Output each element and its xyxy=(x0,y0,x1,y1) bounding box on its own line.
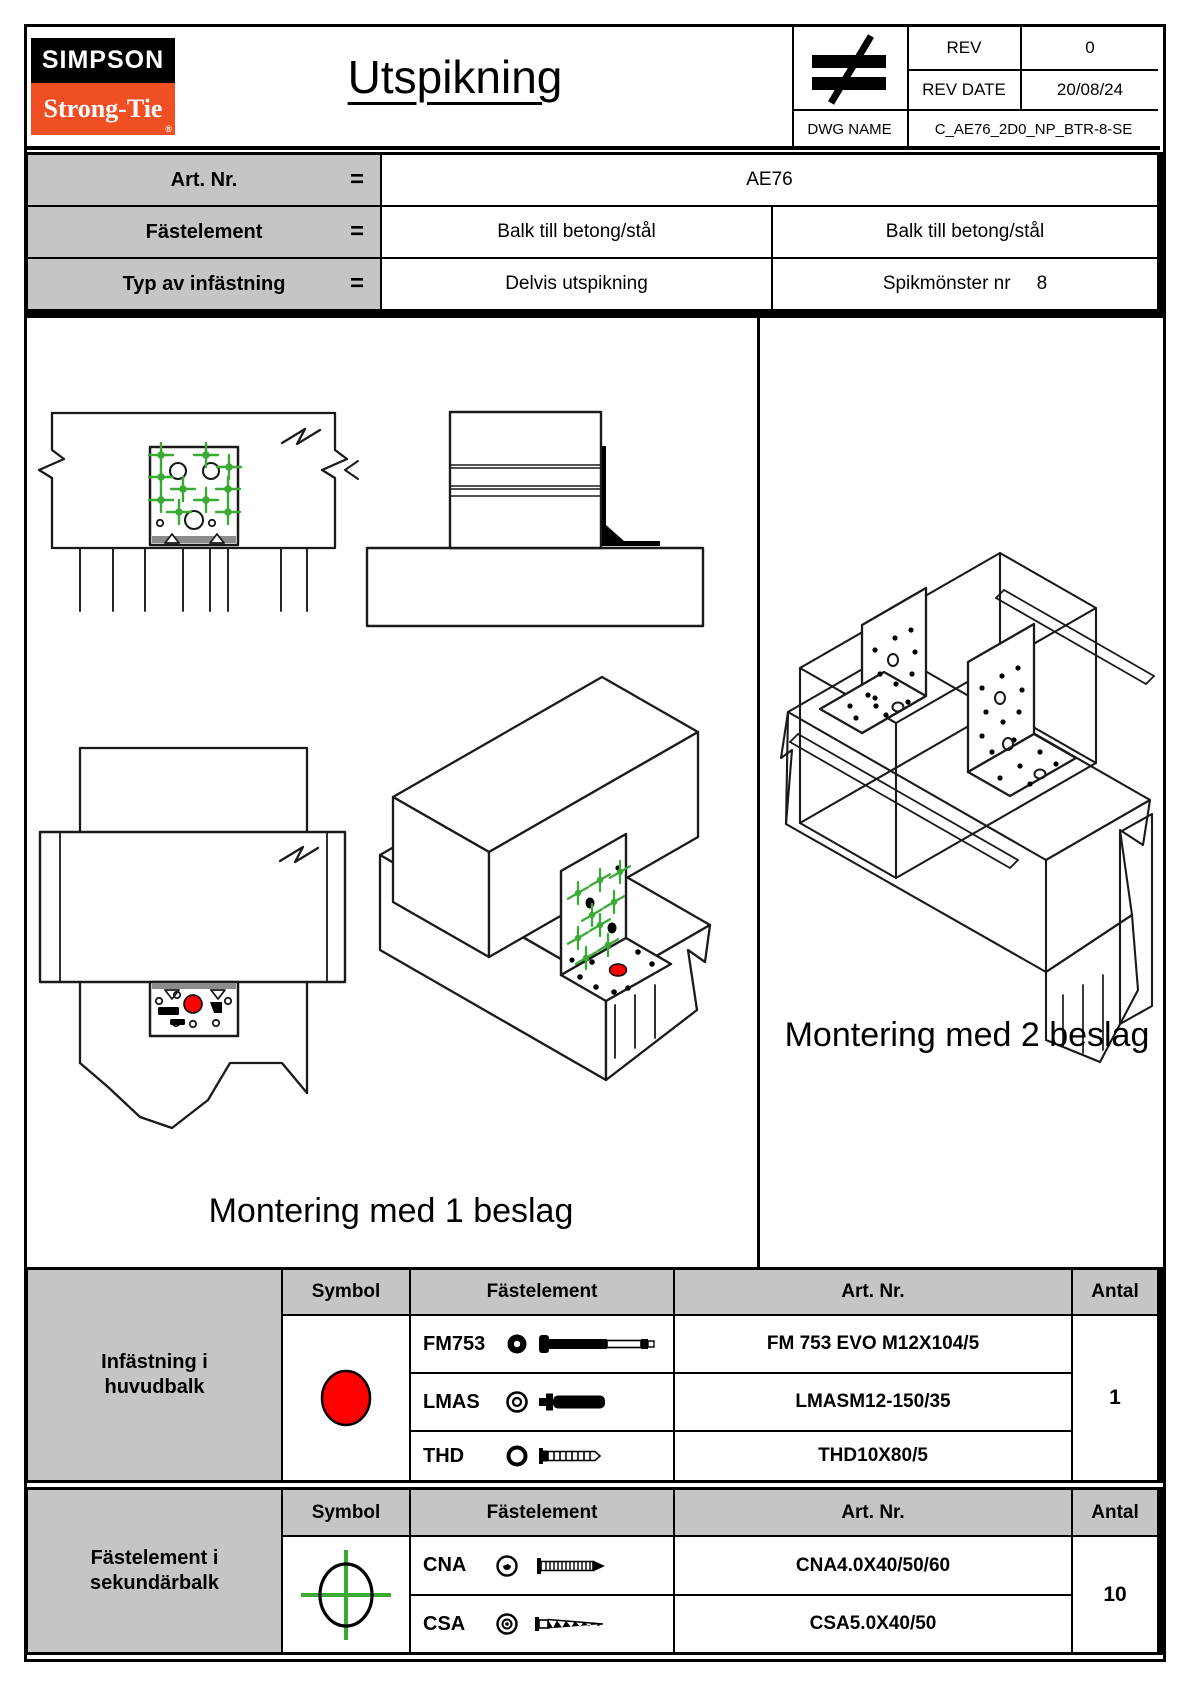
info-label-typ: Typ av infästning = xyxy=(28,259,380,309)
rev-date-label: REV DATE xyxy=(922,80,1006,99)
fastener-name: CNA xyxy=(423,1554,467,1576)
info-value-typ: Delvis utspikning xyxy=(382,259,771,309)
mounting-1-bracket-drawing xyxy=(25,312,757,1267)
rev-value: 0 xyxy=(1085,38,1095,57)
caption-mounting-1: Montering med 1 beslag xyxy=(208,1192,574,1230)
fastener-cell xyxy=(411,1374,673,1430)
expansion-bolt-icon xyxy=(539,1390,657,1414)
column-header-symbol: Symbol xyxy=(283,1270,409,1314)
side-view xyxy=(345,412,703,626)
fastener-cell xyxy=(411,1537,673,1594)
info-value-artnr: AE76 xyxy=(382,155,1157,205)
symbol-cell xyxy=(283,1316,409,1480)
sheet-title: Utspikning xyxy=(347,51,563,103)
rev-label: REV xyxy=(946,38,982,57)
ring-nail-icon xyxy=(529,1554,641,1578)
threaded-screw-icon xyxy=(539,1444,657,1468)
bracket-plate-2 xyxy=(968,624,1076,796)
thick-ring-washer-icon xyxy=(505,1444,529,1468)
column-header-fastener: Fästelement xyxy=(411,1490,673,1535)
rev-date-value: 20/08/24 xyxy=(1056,80,1124,99)
front-view xyxy=(39,413,347,611)
logo-simpson: SIMPSON xyxy=(31,38,175,83)
plan-view xyxy=(40,748,345,1128)
simpson-strongtie-logo xyxy=(31,38,175,135)
info-value-fastelement-2: Balk till betong/stål xyxy=(773,207,1157,257)
dwg-name-label: DWG NAME xyxy=(807,121,892,138)
registered-mark: ® xyxy=(165,124,172,134)
quantity-cell: 1 xyxy=(1073,1316,1157,1480)
column-header-art: Art. Nr. xyxy=(675,1490,1071,1535)
red-anchor-dot-icon xyxy=(316,1366,376,1430)
concrete-screw-icon xyxy=(539,1332,657,1356)
bullseye-washer-icon xyxy=(495,1612,519,1636)
filled-washer-icon xyxy=(505,1332,529,1356)
art-number: CNA4.0X40/50/60 xyxy=(675,1537,1071,1594)
fastener-name: LMAS xyxy=(423,1390,480,1413)
section-label: Infästning i huvudbalk xyxy=(28,1270,281,1480)
info-label-artnr: Art. Nr. = xyxy=(28,155,380,205)
dwg-name-value: C_AE76_2D0_NP_BTR-8-SE xyxy=(934,121,1133,138)
quantity-cell: 10 xyxy=(1073,1537,1157,1652)
equals-sign: = xyxy=(349,166,364,193)
column-header-qty: Antal xyxy=(1073,1270,1157,1314)
equals-sign: = xyxy=(349,218,364,245)
logo-strongtie: Strong-Tie ® xyxy=(31,83,175,135)
green-crosshair-circle-icon xyxy=(296,1545,396,1645)
column-header-art: Art. Nr. xyxy=(675,1270,1071,1314)
double-ring-washer-icon xyxy=(505,1390,529,1414)
spikmonster-number: 8 xyxy=(1036,273,1048,294)
circle-anchor-head-icon xyxy=(495,1554,519,1578)
info-value-fastelement-1: Balk till betong/stål xyxy=(382,207,771,257)
fastener-name: THD xyxy=(423,1444,465,1467)
fastener-cell xyxy=(411,1316,673,1372)
column-header-fastener: Fästelement xyxy=(411,1270,673,1314)
bracket-plate-1 xyxy=(820,588,926,733)
info-value-spikmonster: Spikmönster nr 8 xyxy=(773,259,1157,309)
mounting-2-brackets-drawing xyxy=(760,312,1160,1267)
section-label: Fästelement i sekundärbalk xyxy=(28,1490,281,1652)
fastener-name: CSA xyxy=(423,1612,466,1635)
fastener-cell xyxy=(411,1432,673,1480)
header-rule xyxy=(25,146,1160,150)
fastener-name: FM753 xyxy=(423,1332,486,1355)
info-table xyxy=(25,152,1166,318)
column-header-symbol: Symbol xyxy=(283,1490,409,1535)
column-header-qty: Antal xyxy=(1073,1490,1157,1535)
anchor-position-symbol xyxy=(610,964,627,976)
anchor-position-symbol xyxy=(184,995,202,1013)
art-number: LMASM12-150/35 xyxy=(675,1374,1071,1430)
fastener-cell xyxy=(411,1596,673,1652)
symbol-cell xyxy=(283,1537,409,1652)
equals-sign: = xyxy=(349,270,364,297)
art-number: FM 753 EVO M12X104/5 xyxy=(675,1316,1071,1372)
wood-screw-icon xyxy=(529,1612,641,1636)
art-number: CSA5.0X40/50 xyxy=(675,1596,1071,1652)
art-number: THD10X80/5 xyxy=(675,1432,1071,1480)
projection-not-equal-icon xyxy=(798,32,900,106)
fastener-table-main-beam xyxy=(25,1267,1166,1483)
caption-mounting-2: Montering med 2 beslag xyxy=(784,1016,1150,1054)
info-label-fastelement: Fästelement = xyxy=(28,207,380,257)
isometric-view-1-bracket xyxy=(380,677,710,1080)
fastener-table-secondary-beam xyxy=(25,1487,1166,1655)
angle-bracket-profile xyxy=(602,446,660,546)
